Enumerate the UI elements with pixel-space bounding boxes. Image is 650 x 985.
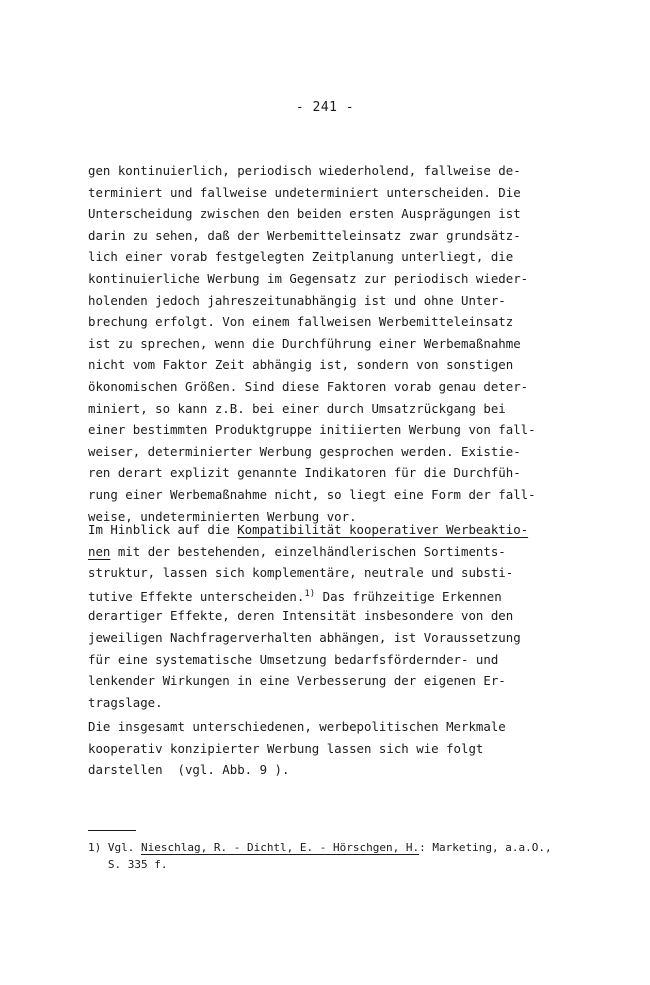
text-line: für eine systematische Umsetzung bedarfsfördernder- und bbox=[88, 651, 499, 667]
text-line: lenkender Wirkungen in eine Verbesserung der eigenen Er- bbox=[88, 673, 506, 689]
text-segment: Das frühzeitige Erkennen bbox=[315, 588, 502, 604]
footnote-reference: 1) bbox=[304, 588, 316, 599]
text-line: kooperativ konzipierter Werbung lassen sich wie folgt bbox=[88, 740, 484, 756]
text-line: tragslage. bbox=[88, 694, 163, 710]
underlined-term: Kompatibilität kooperativer Werbeaktio- bbox=[237, 522, 529, 537]
footnote-line bbox=[88, 839, 568, 856]
text-line: rung einer Werbemaßnahme nicht, so liegt eine Form der fall- bbox=[88, 486, 536, 502]
text-line: ren derart explizit genannte Indikatoren für die Durchfüh- bbox=[88, 465, 521, 481]
footnote-source: : Marketing, a.a.O., bbox=[419, 841, 552, 854]
text-line: holenden jedoch jahreszeitunabhängig ist und ohne Unter- bbox=[88, 292, 506, 308]
text-line: darin zu sehen, daß der Werbemitteleinsatz zwar grundsätz- bbox=[88, 227, 521, 243]
footnote-marker: 1) Vgl. bbox=[88, 841, 141, 854]
text-line: brechung erfolgt. Von einem fallweisen Werbemitteleinsatz bbox=[88, 314, 514, 330]
footnote bbox=[88, 839, 568, 873]
text-line bbox=[88, 519, 568, 541]
text-segment: tutive Effekte unterscheiden. bbox=[88, 588, 305, 604]
footnote-divider bbox=[88, 830, 136, 831]
footnote-line: S. 335 f. bbox=[88, 858, 168, 871]
text-line: gen kontinuierlich, periodisch wiederholend, fallweise de- bbox=[88, 163, 521, 178]
underlined-term: nen bbox=[88, 543, 111, 559]
text-line bbox=[88, 584, 568, 606]
text-line: miniert, so kann z.B. bei einer durch Umsatzrückgang bei bbox=[88, 400, 506, 416]
footnote-authors: Nieschlag, R. - Dichtl, E. - Hörschgen, H. bbox=[140, 841, 420, 854]
text-line: ist zu sprechen, wenn die Durchführung einer Werbemaßnahme bbox=[88, 335, 521, 351]
text-line: Unterscheidung zwischen den beiden ersten Ausprägungen ist bbox=[88, 206, 521, 222]
text-line: einer bestimmten Produktgruppe initiierten Werbung von fall- bbox=[88, 422, 536, 438]
paragraph-1 bbox=[88, 160, 568, 527]
paragraph-3 bbox=[88, 716, 568, 781]
paragraph-2 bbox=[88, 519, 568, 713]
text-line bbox=[88, 541, 568, 563]
text-line: ökonomischen Größen. Sind diese Faktoren vorab genau deter- bbox=[88, 378, 529, 394]
page-number: - 241 - bbox=[295, 100, 355, 115]
text-line: kontinuierliche Werbung im Gegensatz zur periodisch wieder- bbox=[88, 270, 529, 286]
text-line: jeweiligen Nachfragerverhalten abhängen, ist Voraussetzung bbox=[88, 629, 521, 645]
text-line: struktur, lassen sich komplementäre, neutrale und substi- bbox=[88, 565, 514, 581]
text-line: weise, undeterminierten Werbung vor. bbox=[88, 508, 357, 524]
text-line: terminiert und fallweise undeterminiert unterscheiden. Die bbox=[88, 184, 521, 200]
text-line: lich einer vorab festgelegten Zeitplanung unterliegt, die bbox=[88, 249, 514, 265]
text-line: derartiger Effekte, deren Intensität insbesondere von den bbox=[88, 608, 514, 624]
text-segment: Im Hinblick auf die bbox=[88, 522, 238, 537]
text-line: Die insgesamt unterschiedenen, werbepolitischen Merkmale bbox=[88, 719, 506, 734]
text-line: nicht vom Faktor Zeit abhängig ist, sondern von sonstigen bbox=[88, 357, 514, 373]
text-line: darstellen (vgl. Abb. 9 ). bbox=[88, 762, 290, 778]
text-segment: mit der bestehenden, einzelhändlerischen Sortiments- bbox=[110, 543, 506, 559]
text-line: weiser, determinierter Werbung gesprochen werden. Existie- bbox=[88, 443, 521, 459]
